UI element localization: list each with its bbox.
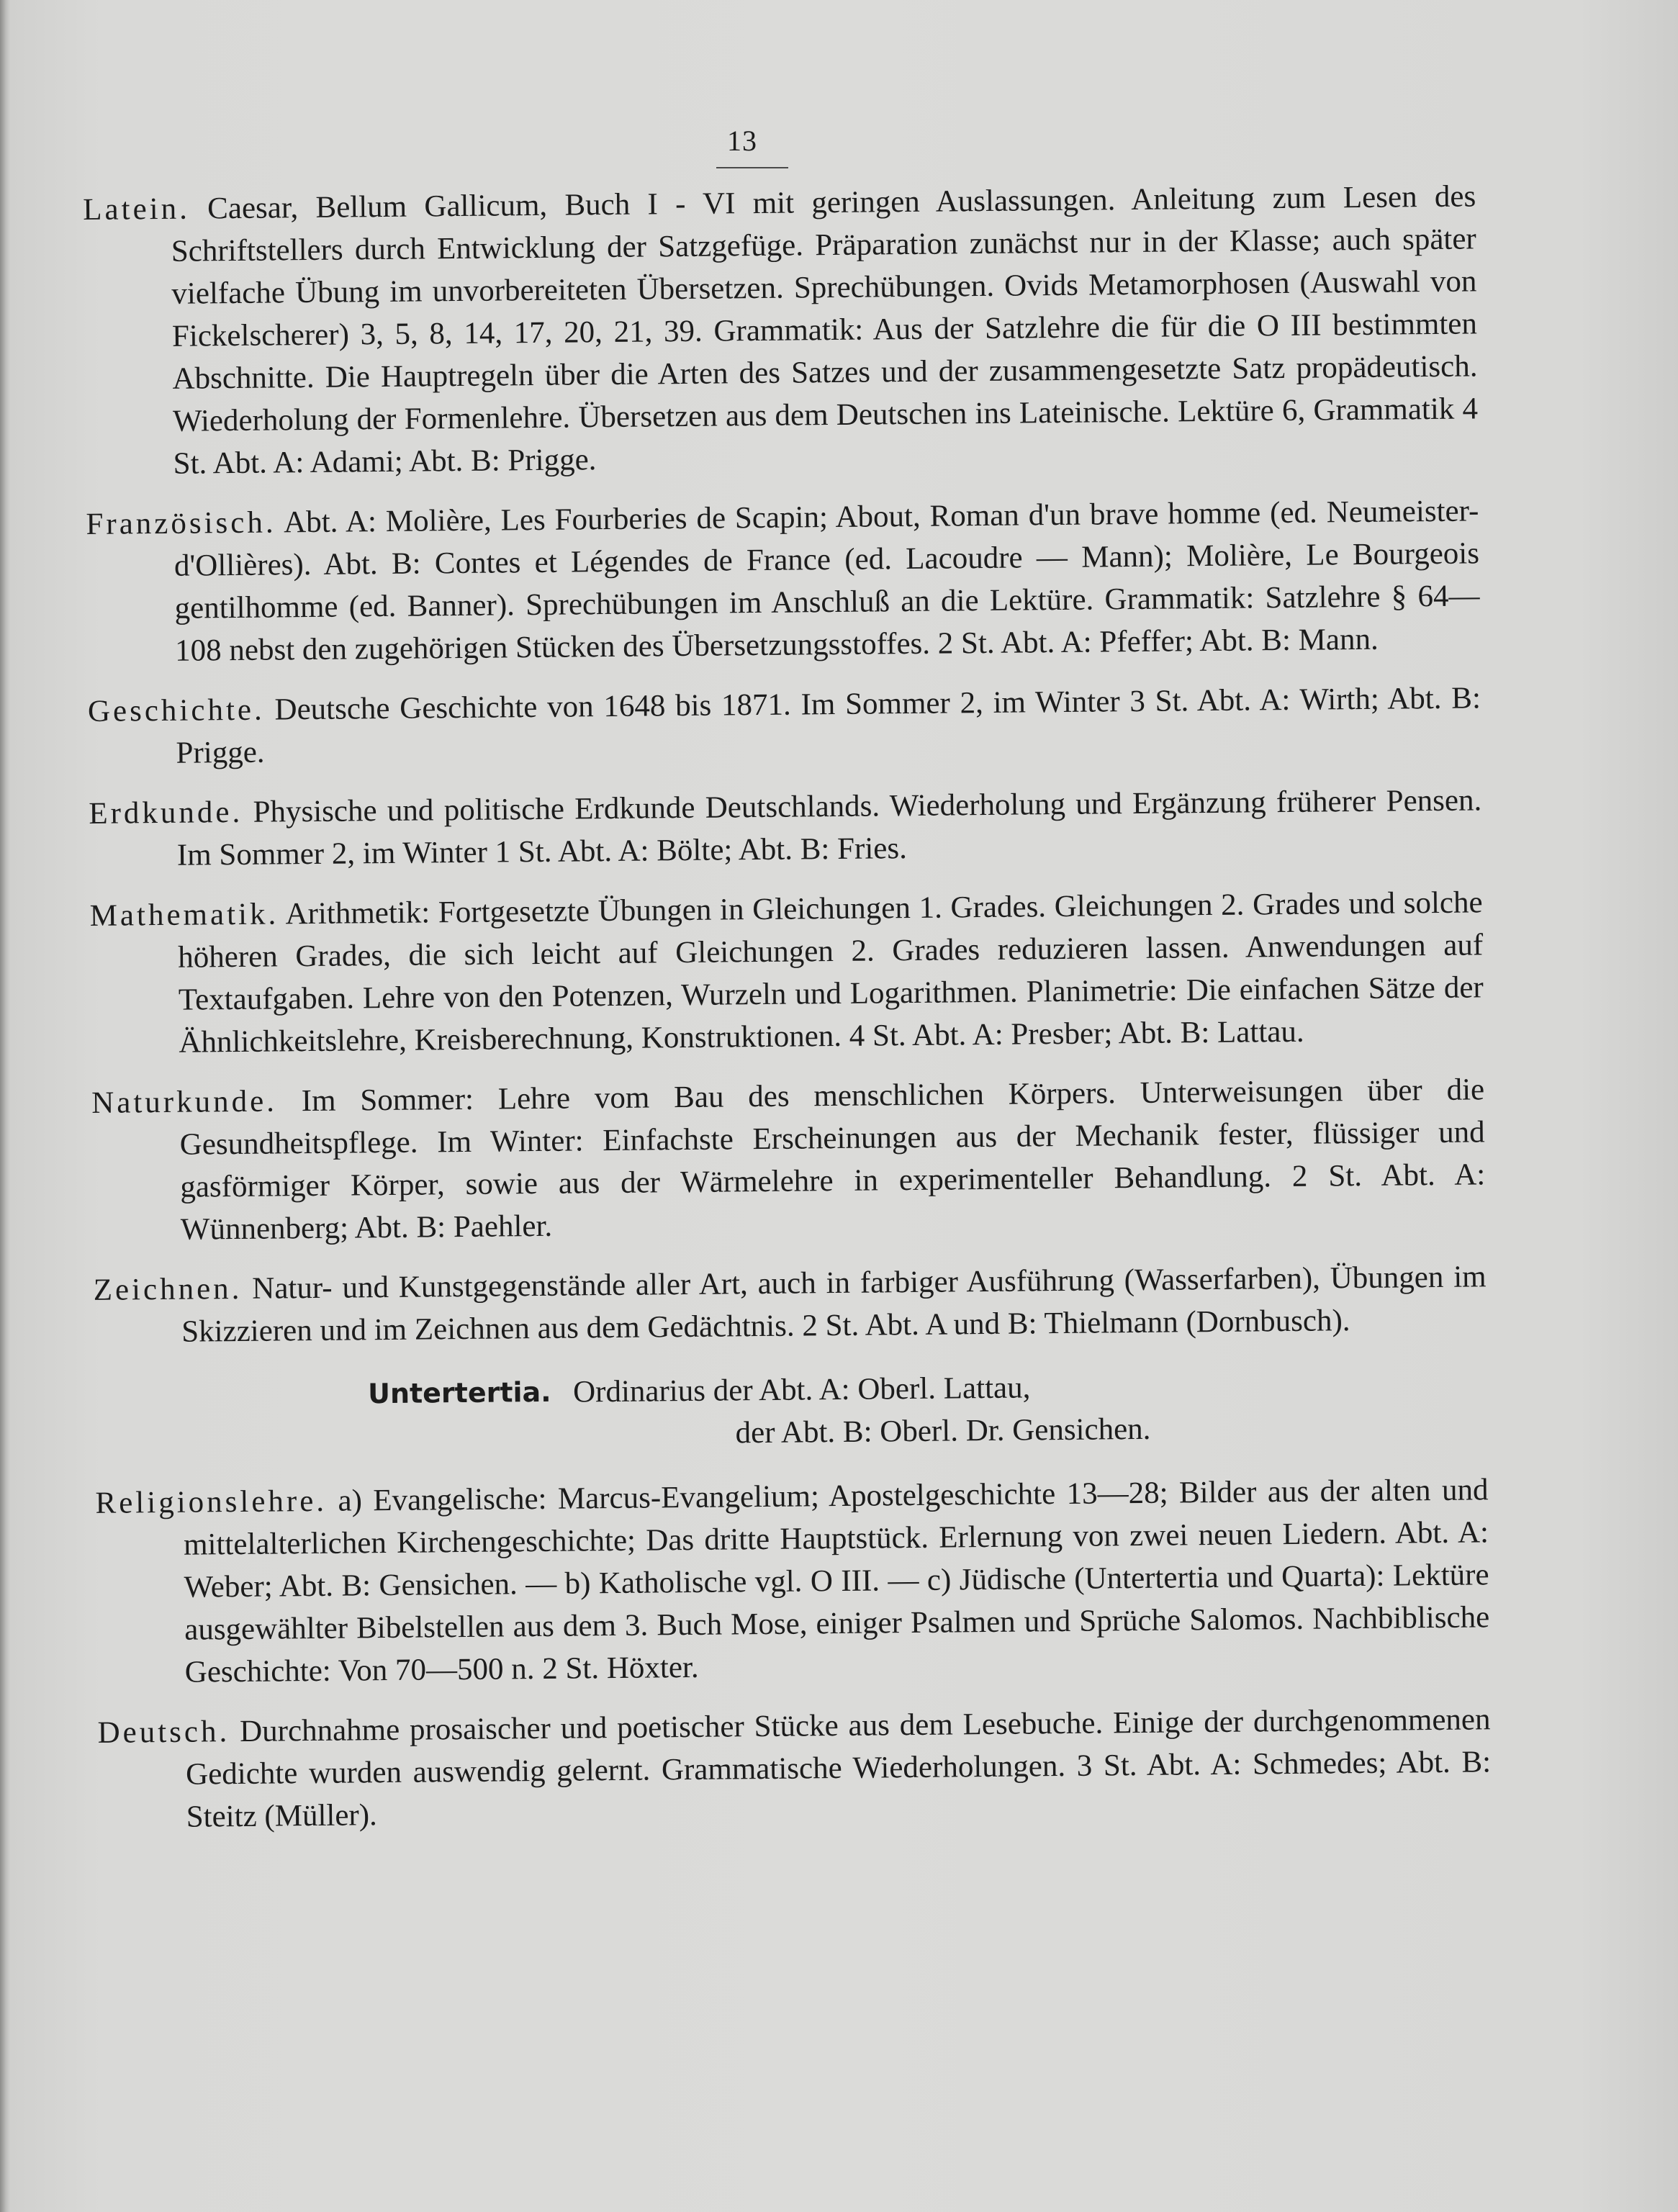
section-text: Durchnahme prosaischer und poetischer Stücke aus dem Lesebuche. Einige der durchgenommenen Gedichte wurden auswendig gelernt. Grammatische Wiederholungen. 3 St. Abt. A: Schmedes; Abt. B: Steitz (Müller).: [185, 1702, 1492, 1834]
section-mathematik: [89, 881, 1484, 1065]
section-franzoesisch: [86, 489, 1480, 673]
section-zeichnen: [93, 1255, 1487, 1354]
page-edge-shadow: [0, 0, 10, 2212]
subject-label: Latein.: [83, 191, 191, 227]
class-heading: [94, 1362, 1488, 1461]
section-deutsch: [97, 1698, 1492, 1839]
subject-label: Zeichnen.: [93, 1271, 243, 1307]
ordinarius-line-a: Ordinarius der Abt. A: Oberl. Lattau,: [572, 1371, 1031, 1409]
section-religionslehre: [95, 1468, 1490, 1694]
section-text: Physische und politische Erdkunde Deutschlands. Wiederholung und Ergänzung früherer Pensen. Im Sommer 2, im Winter 1 St. Abt. A: Bölte; Abt. B: Fries.: [176, 783, 1482, 872]
subject-label: Mathematik.: [89, 897, 279, 933]
subject-label: Französisch.: [86, 505, 276, 541]
document-body: [83, 175, 1492, 1856]
page-number: 13: [727, 125, 757, 157]
subject-label: Naturkunde.: [91, 1084, 278, 1120]
class-title: Untertertia.: [367, 1376, 551, 1410]
page-number-rule: [716, 167, 788, 168]
section-text: Caesar, Bellum Gallicum, Buch I - VI mit geringen Auslassungen. Anleitung zum Lesen des Schriftstellers durch Entwicklung der Satzgefüge. Präparation zunächst nur in der Klasse; auch später vielfache Übung im unvorbereiteten Übersetzen. Sprechübungen. Ovids Metamorphosen (Auswahl von Fickelscherer) 3, 5, 8, 14, 17, 20, 21, 39. Grammatik: Aus der Satzlehre die für die O III bestimmten Abschnitte. Die Hauptregeln über die Arten des Satzes und der zusammengesetzte Satz propädeutisch. Wiederholung der Formenlehre. Übersetzen aus dem Deutschen ins Lateinische. Lektüre 6, Grammatik 4 St. Abt. A: Adami; Abt. B: Prigge.: [171, 179, 1479, 481]
section-text: a) Evangelische: Marcus-Evangelium; Apostelgeschichte 13—28; Bilder aus der alten und mittelalterlichen Kirchengeschichte; Das dritte Hauptstück. Erlernung von zwei neuen Liedern. Abt. A: Weber; Abt. B: Gensichen. — b) Katholische vgl. O III. — c) Jüdische (Untertertia und Quarta): Lektüre ausgewählter Bibelstellen aus dem 3. Buch Mose, einiger Psalmen und Sprüche Salomos. Nachbiblische Geschichte: Von 70—500 n. 2 St. Höxter.: [183, 1473, 1490, 1689]
section-text: Im Sommer: Lehre vom Bau des menschlichen Körpers. Unterweisungen über die Gesundheitspflege. Im Winter: Einfachste Erscheinungen aus der Mechanik fester, flüssiger und gasförmiger Körper, sowie aus der Wärmelehre in experimenteller Behandlung. 2 St. Abt. A: Wünnenberg; Abt. B: Paehler.: [179, 1073, 1486, 1247]
subject-label: Religionslehre.: [95, 1484, 328, 1520]
section-geschichte: [88, 677, 1481, 775]
subject-label: Geschichte.: [87, 692, 265, 728]
subject-label: Erdkunde.: [89, 795, 243, 831]
subject-label: Deutsch.: [97, 1715, 230, 1750]
ordinarius-line-b: der Abt. B: Oberl. Dr. Gensichen.: [735, 1412, 1151, 1450]
section-text: Abt. A: Molière, Les Fourberies de Scapin; About, Roman d'un brave homme (ed. Neumeister-d'Ollières). Abt. B: Contes et Légendes de France (ed. Lacoudre — Mann); Molière, Le Bourgeois gentilhomme (ed. Banner). Sprechübungen im Anschluß an die Lektüre. Grammatik: Satzlehre § 64—108 nebst den zugehörigen Stücken des Übersetzungsstoffes. 2 St. Abt. A: Pfeffer; Abt. B: Mann.: [173, 494, 1480, 668]
section-erdkunde: [89, 779, 1482, 877]
section-text: Natur- und Kunstgegenstände aller Art, auch in farbiger Ausführung (Wasserfarben), Übungen im Skizzieren und im Zeichnen aus dem Gedächtnis. 2 St. Abt. A und B: Thielmann (Dornbusch).: [181, 1260, 1487, 1349]
section-latein: [83, 175, 1479, 486]
section-text: Arithmetik: Fortgesetzte Übungen in Gleichungen 1. Grades. Gleichungen 2. Grades und solche höheren Grades, die sich leicht auf Gleichungen 2. Grades reduzieren lassen. Anwendungen auf Textaufgaben. Lehre von den Potenzen, Wurzeln und Logarithmen. Planimetrie: Die einfachen Sätze der Ähnlichkeitslehre, Kreisberechnung, Konstruktionen. 4 St. Abt. A: Presber; Abt. B: Lattau.: [178, 885, 1484, 1060]
section-text: Deutsche Geschichte von 1648 bis 1871. Im Sommer 2, im Winter 3 St. Abt. A: Wirth; Abt. B: Prigge.: [176, 681, 1481, 770]
section-naturkunde: [91, 1068, 1486, 1252]
